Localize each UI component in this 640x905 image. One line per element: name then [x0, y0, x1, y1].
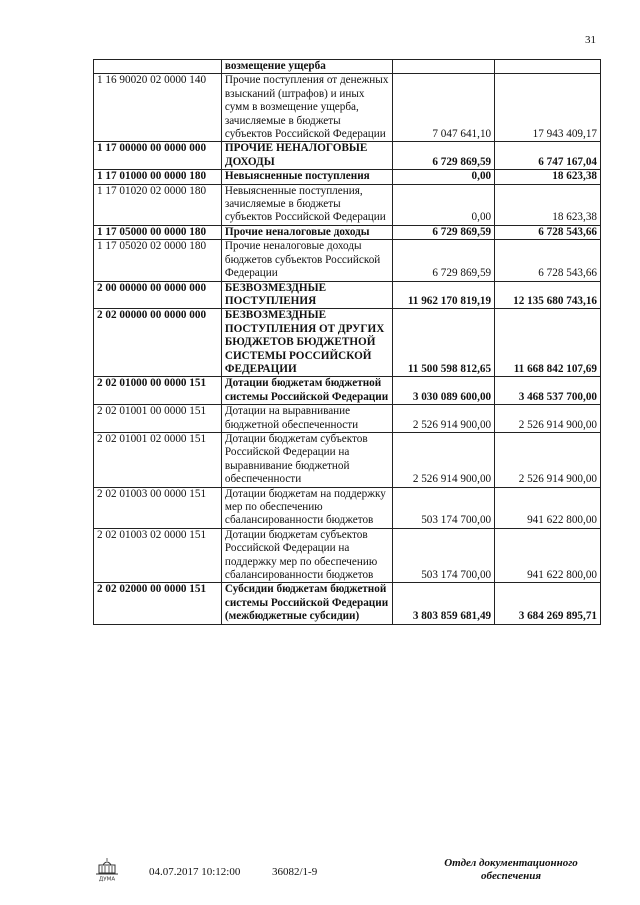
- code-cell: 2 02 01003 00 0000 151: [94, 487, 222, 528]
- name-cell: возмещение ущерба: [221, 60, 392, 74]
- code-cell: 2 02 01000 00 0000 151: [94, 377, 222, 405]
- table-row: [94, 225, 601, 239]
- budget-table: [93, 59, 601, 625]
- name-cell: Дотации бюджетам бюджетной системы Российской Федерации: [221, 377, 392, 405]
- table-row: [94, 309, 601, 377]
- page-number: 31: [585, 34, 596, 46]
- code-cell: 1 17 01020 02 0000 180: [94, 184, 222, 225]
- value-1-cell: 6 729 869,59: [393, 240, 495, 281]
- code-cell: 1 17 01000 00 0000 180: [94, 170, 222, 184]
- table-row: [94, 583, 601, 624]
- table-row: [94, 240, 601, 281]
- table-row: [94, 142, 601, 170]
- value-2-cell: 6 747 167,04: [495, 142, 601, 170]
- table-row: [94, 487, 601, 528]
- value-1-cell: 6 729 869,59: [393, 142, 495, 170]
- name-cell: ПРОЧИЕ НЕНАЛОГОВЫЕ ДОХОДЫ: [221, 142, 392, 170]
- value-1-cell: 503 174 700,00: [393, 528, 495, 583]
- name-cell: Невыясненные поступления, зачисляемые в бюджеты субъектов Российской Федерации: [221, 184, 392, 225]
- value-2-cell: 2 526 914 900,00: [495, 405, 601, 433]
- code-cell: 2 02 01001 02 0000 151: [94, 432, 222, 487]
- table-row: [94, 60, 601, 74]
- value-2-cell: 11 668 842 107,69: [495, 309, 601, 377]
- value-2-cell: 6 728 543,66: [495, 240, 601, 281]
- value-2-cell: 3 468 537 700,00: [495, 377, 601, 405]
- value-1-cell: 7 047 641,10: [393, 74, 495, 142]
- code-cell: 1 17 05020 02 0000 180: [94, 240, 222, 281]
- value-1-cell: 11 500 598 812,65: [393, 309, 495, 377]
- value-2-cell: 941 622 800,00: [495, 487, 601, 528]
- value-1-cell: [393, 60, 495, 74]
- code-cell: 2 02 01001 00 0000 151: [94, 405, 222, 433]
- name-cell: Субсидии бюджетам бюджетной системы Российской Федерации (межбюджетные субсидии): [221, 583, 392, 624]
- table-row: [94, 432, 601, 487]
- table-row: [94, 74, 601, 142]
- name-cell: Дотации бюджетам субъектов Российской Федерации на выравнивание бюджетной обеспеченности: [221, 432, 392, 487]
- name-cell: БЕЗВОЗМЕЗДНЫЕ ПОСТУПЛЕНИЯ ОТ ДРУГИХ БЮДЖЕТОВ БЮДЖЕТНОЙ СИСТЕМЫ РОССИЙСКОЙ ФЕДЕРАЦИИ: [221, 309, 392, 377]
- value-1-cell: 3 030 089 600,00: [393, 377, 495, 405]
- value-1-cell: 2 526 914 900,00: [393, 405, 495, 433]
- value-1-cell: 0,00: [393, 184, 495, 225]
- name-cell: Прочие поступления от денежных взысканий (штрафов) и иных сумм в возмещение ущерба, зачисляемые в бюджеты субъектов Российской Федерации: [221, 74, 392, 142]
- name-cell: Прочие неналоговые доходы бюджетов субъектов Российской Федерации: [221, 240, 392, 281]
- code-cell: 2 02 01003 02 0000 151: [94, 528, 222, 583]
- value-1-cell: 2 526 914 900,00: [393, 432, 495, 487]
- value-2-cell: 2 526 914 900,00: [495, 432, 601, 487]
- value-2-cell: 12 135 680 743,16: [495, 281, 601, 309]
- budget-table-body: [94, 60, 601, 625]
- footer-department: Отдел документационного обеспечения: [444, 857, 578, 882]
- value-1-cell: 11 962 170 819,19: [393, 281, 495, 309]
- code-cell: 2 02 02000 00 0000 151: [94, 583, 222, 624]
- code-cell: 1 17 00000 00 0000 000: [94, 142, 222, 170]
- code-cell: 2 02 00000 00 0000 000: [94, 309, 222, 377]
- value-2-cell: 941 622 800,00: [495, 528, 601, 583]
- value-2-cell: 17 943 409,17: [495, 74, 601, 142]
- code-cell: 1 17 05000 00 0000 180: [94, 225, 222, 239]
- code-cell: [94, 60, 222, 74]
- code-cell: 2 00 00000 00 0000 000: [94, 281, 222, 309]
- table-row: [94, 170, 601, 184]
- name-cell: Дотации на выравнивание бюджетной обеспеченности: [221, 405, 392, 433]
- name-cell: БЕЗВОЗМЕЗДНЫЕ ПОСТУПЛЕНИЯ: [221, 281, 392, 309]
- duma-logo-icon: [94, 858, 120, 882]
- table-row: [94, 405, 601, 433]
- value-1-cell: 503 174 700,00: [393, 487, 495, 528]
- table-row: [94, 528, 601, 583]
- table-row: [94, 281, 601, 309]
- logo-text: ДУМА: [98, 876, 116, 882]
- footer-date: 04.07.2017 10:12:00: [149, 866, 241, 878]
- value-1-cell: 0,00: [393, 170, 495, 184]
- value-2-cell: 3 684 269 895,71: [495, 583, 601, 624]
- name-cell: Дотации бюджетам субъектов Российской Федерации на поддержку мер по обеспечению сбалансированности бюджетов: [221, 528, 392, 583]
- code-cell: 1 16 90020 02 0000 140: [94, 74, 222, 142]
- name-cell: Прочие неналоговые доходы: [221, 225, 392, 239]
- footer-doc-number: 36082/1-9: [272, 866, 318, 878]
- value-2-cell: [495, 60, 601, 74]
- value-2-cell: 18 623,38: [495, 184, 601, 225]
- value-2-cell: 18 623,38: [495, 170, 601, 184]
- value-1-cell: 3 803 859 681,49: [393, 583, 495, 624]
- value-1-cell: 6 729 869,59: [393, 225, 495, 239]
- value-2-cell: 6 728 543,66: [495, 225, 601, 239]
- table-row: [94, 377, 601, 405]
- name-cell: Дотации бюджетам на поддержку мер по обеспечению сбалансированности бюджетов: [221, 487, 392, 528]
- table-row: [94, 184, 601, 225]
- name-cell: Невыясненные поступления: [221, 170, 392, 184]
